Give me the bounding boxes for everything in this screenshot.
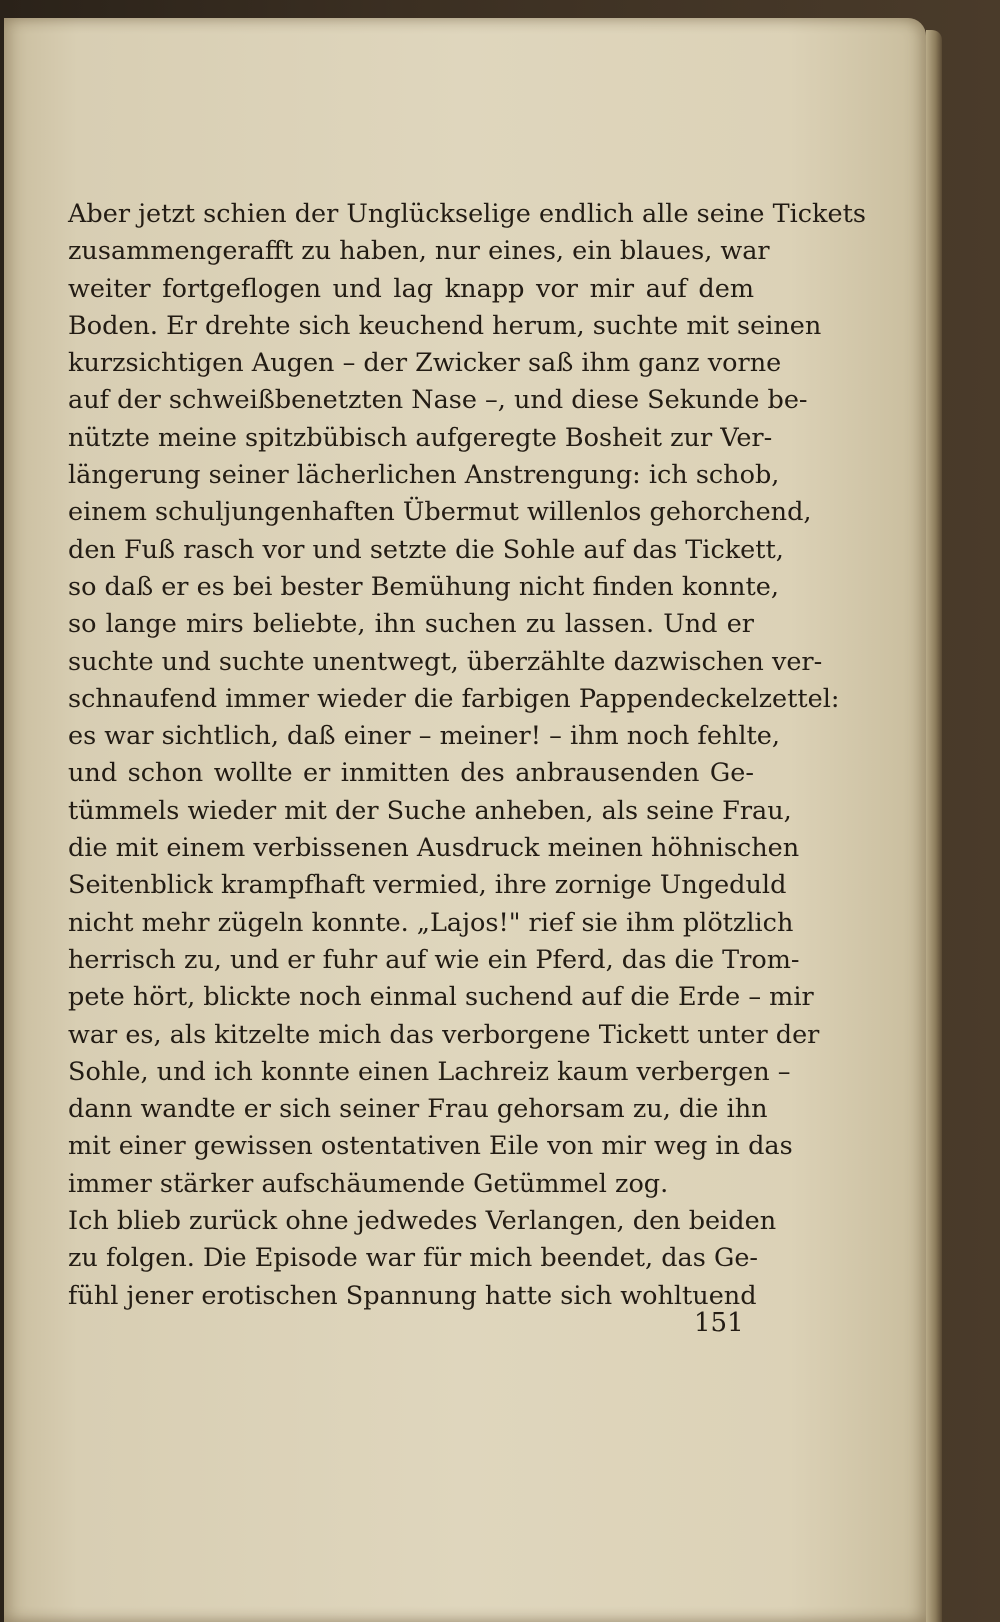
text-line: Boden. Er drehte sich keuchend herum, suchte mit seinen: [68, 310, 822, 341]
text-line: die mit einem verbissenen Ausdruck meinen höhnischen: [68, 833, 800, 864]
text-line: Seitenblick krampfhaft vermied, ihre zornige Ungeduld: [68, 870, 787, 901]
body-text: [68, 196, 866, 1315]
text-line: herrisch zu, und er fuhr auf wie ein Pferd, das die Trom-: [68, 944, 800, 975]
text-line: Ich blieb zurück ohne jedwedes Verlangen, den beiden: [68, 1206, 777, 1237]
text-line: den Fuß rasch vor und setzte die Sohle auf das Tickett,: [68, 534, 784, 565]
text-line: war es, als kitzelte mich das verborgene Tickett unter der: [68, 1019, 820, 1050]
text-line: suchte und suchte unentwegt, überzählte dazwischen ver-: [68, 646, 823, 677]
page-number: 151: [694, 1308, 744, 1338]
text-line: nicht mehr zügeln konnte. „Lajos!" rief sie ihm plötzlich: [68, 907, 794, 938]
text-line: zusammengerafft zu haben, nur eines, ein blaues, war: [68, 236, 770, 267]
text-line: tümmels wieder mit der Suche anheben, als seine Frau,: [68, 795, 792, 826]
text-line: so lange mirs beliebte, ihn suchen zu lassen. Und er: [68, 609, 754, 640]
text-line: längerung seiner lächerlichen Anstrengung: ich schob,: [68, 460, 780, 491]
text-line: Sohle, und ich konnte einen Lachreiz kaum verbergen –: [68, 1056, 791, 1087]
text-line: Aber jetzt schien der Unglückselige endlich alle seine Tickets: [68, 199, 866, 229]
text-line: fühl jener erotischen Spannung hatte sich wohltuend: [68, 1280, 757, 1311]
text-line: pete hört, blickte noch einmal suchend auf die Erde – mir: [68, 982, 814, 1013]
text-line: immer stärker aufschäumende Getümmel zog.: [68, 1168, 669, 1199]
text-line: auf der schweißbenetzten Nase –, und diese Sekunde be-: [68, 385, 808, 416]
text-line: zu folgen. Die Episode war für mich beendet, das Ge-: [68, 1243, 759, 1274]
book-spine: [926, 30, 942, 1622]
text-line: es war sichtlich, daß einer – meiner! – ihm noch fehlte,: [68, 721, 780, 752]
text-line: mit einer gewissen ostentativen Eile von mir weg in das: [68, 1131, 793, 1162]
text-line: nützte meine spitzbübisch aufgeregte Bosheit zur Ver-: [68, 422, 773, 453]
text-line: und schon wollte er inmitten des anbrausenden Ge-: [68, 758, 754, 789]
text-line: weiter fortgeflogen und lag knapp vor mir auf dem: [68, 273, 754, 304]
text-line: schnaufend immer wieder die farbigen Pappendeckelzettel:: [68, 683, 840, 714]
text-line: kurzsichtigen Augen – der Zwicker saß ihm ganz vorne: [68, 348, 782, 379]
text-line: dann wandte er sich seiner Frau gehorsam zu, die ihn: [68, 1094, 768, 1125]
text-line: so daß er es bei bester Bemühung nicht finden konnte,: [68, 571, 779, 602]
book-page: [4, 18, 926, 1622]
text-line: einem schuljungenhaften Übermut willenlos gehorchend,: [68, 497, 812, 528]
